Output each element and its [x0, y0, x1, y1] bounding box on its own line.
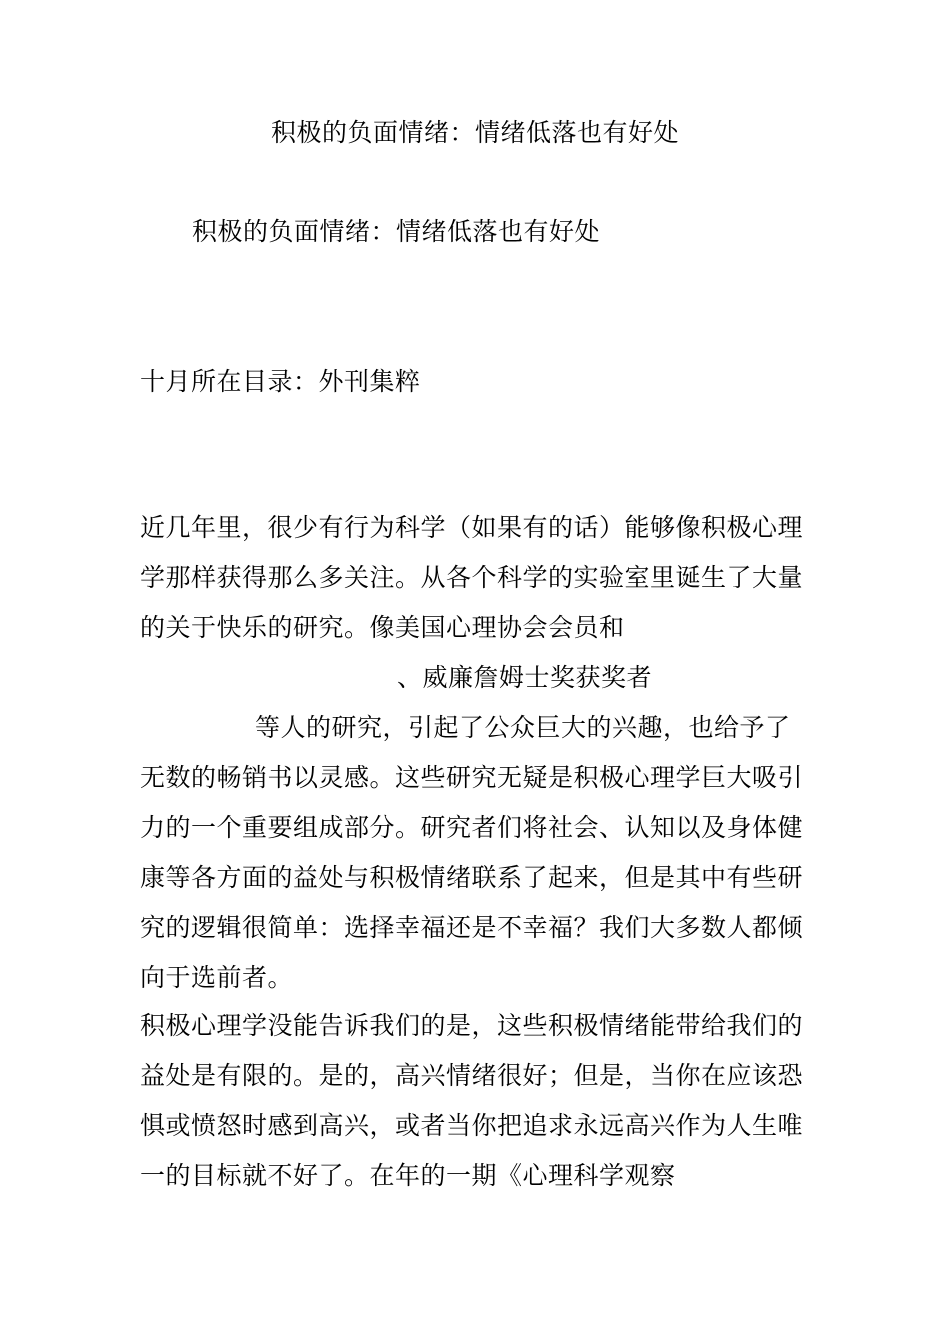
paragraph-line: 力的一个重要组成部分。研究者们将社会、认知以及身体健	[140, 813, 804, 842]
paragraph-line: 的关于快乐的研究。像美国心理协会会员和	[140, 613, 625, 642]
document-title: 积极的负面情绪：情绪低落也有好处	[270, 118, 679, 147]
paragraph-line: 学那样获得那么多关注。从各个科学的实验室里诞生了大量	[140, 563, 804, 592]
paragraph-line: 一的目标就不好了。在年的一期《心理科学观察	[140, 1161, 676, 1190]
paragraph-line: 积极心理学没能告诉我们的是，这些积极情绪能带给我们的	[140, 1011, 804, 1040]
paragraph-line: 近几年里，很少有行为科学（如果有的话）能够像积极心理	[140, 513, 804, 542]
section-label: 十月所在目录：外刊集粹	[140, 367, 421, 396]
paragraph-line: 、威廉詹姆士奖获奖者	[397, 663, 653, 692]
paragraph-line: 等人的研究，引起了公众巨大的兴趣，也给予了	[255, 713, 791, 742]
paragraph-line: 无数的畅销书以灵感。这些研究无疑是积极心理学巨大吸引	[140, 763, 804, 792]
paragraph-line: 康等各方面的益处与积极情绪联系了起来，但是其中有些研	[140, 863, 804, 892]
paragraph-line: 究的逻辑很简单：选择幸福还是不幸福？我们大多数人都倾	[140, 913, 804, 942]
paragraph-line: 向于选前者。	[140, 963, 294, 992]
paragraph-line: 惧或愤怒时感到高兴，或者当你把追求永远高兴作为人生唯	[140, 1111, 804, 1140]
document-subtitle: 积极的负面情绪：情绪低落也有好处	[192, 217, 601, 246]
paragraph-line: 益处是有限的。是的，高兴情绪很好；但是，当你在应该恐	[140, 1061, 804, 1090]
